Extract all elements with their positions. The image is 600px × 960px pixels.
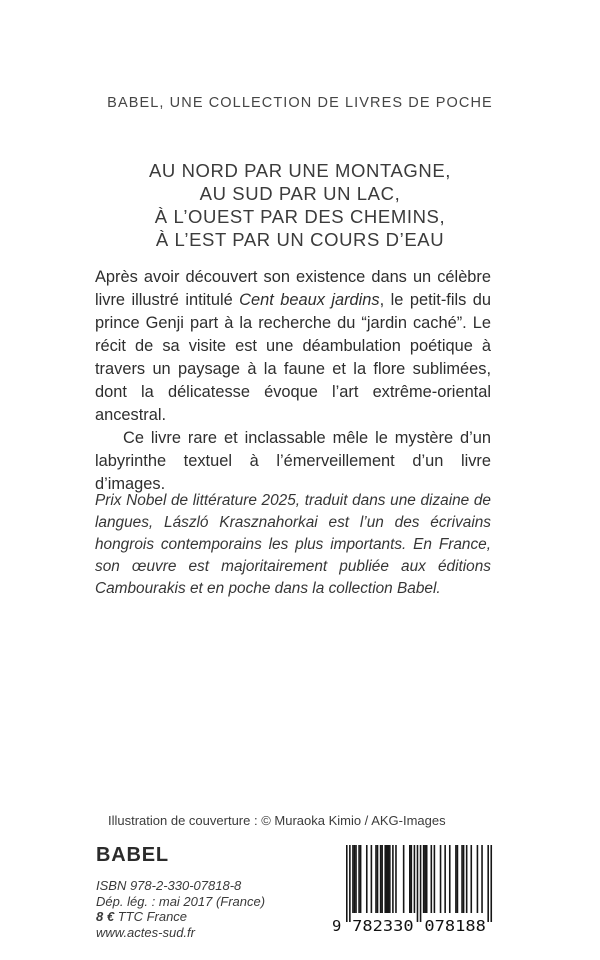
imprint-logo: BABEL xyxy=(96,844,169,866)
imprint-block xyxy=(96,844,336,940)
svg-text:782330: 782330 xyxy=(352,917,414,935)
price-line xyxy=(96,909,336,925)
legal-deposit-line: Dép. lég. : mai 2017 (France) xyxy=(96,893,266,909)
synopsis xyxy=(95,266,491,496)
book-title-line: À L’OUEST PAR DES CHEMINS, xyxy=(154,206,446,227)
collection-header: BABEL, UNE COLLECTION DE LIVRES DE POCHE xyxy=(107,95,493,111)
publisher-website: www.actes-sud.fr xyxy=(96,924,195,940)
book-title-line: AU SUD PAR UN LAC, xyxy=(199,183,401,204)
synopsis-paragraph-2: Ce livre rare et inclassable mêle le mystère d’un labyrinthe textuel à l’émerveillement d’un livre d’images. xyxy=(95,429,491,493)
book-title xyxy=(0,159,600,251)
synopsis-paragraph-1: Après avoir découvert son existence dans un célèbre livre illustré intitulé Cent beaux jardins, le petit-fils du prince Genji part à la recherche du “jardin caché”. Le récit de sa visite est une déambulation poétique à travers un paysage à la faune et la flore sublimées, dont la délicatesse évoque l’art extrême-oriental ancestral. xyxy=(95,268,491,424)
price-amount: 8 € xyxy=(96,909,115,924)
author-note: Prix Nobel de littérature 2025, traduit dans une dizaine de langues, László Krasznahorkai est l’un des écrivains hongrois contemporains les plus importants. En France, son œuvre est majoritairement publiée aux éditions Cambourakis et en poche dans la collection Babel. xyxy=(95,492,491,597)
isbn-line: ISBN 978-2-330-07818-8 xyxy=(96,878,242,893)
cover-credit: Illustration de couverture : © Muraoka Kimio / AKG-Images xyxy=(108,813,446,828)
price-suffix: TTC France xyxy=(114,909,188,924)
svg-text:078188: 078188 xyxy=(424,917,486,935)
book-title-line: AU NORD PAR UNE MONTAGNE, xyxy=(148,160,452,181)
ean-barcode-svg xyxy=(331,845,496,935)
ean-barcode xyxy=(331,845,496,935)
book-title-line: À L’EST PAR UN COURS D’EAU xyxy=(155,229,445,250)
svg-text:9: 9 xyxy=(332,917,342,935)
